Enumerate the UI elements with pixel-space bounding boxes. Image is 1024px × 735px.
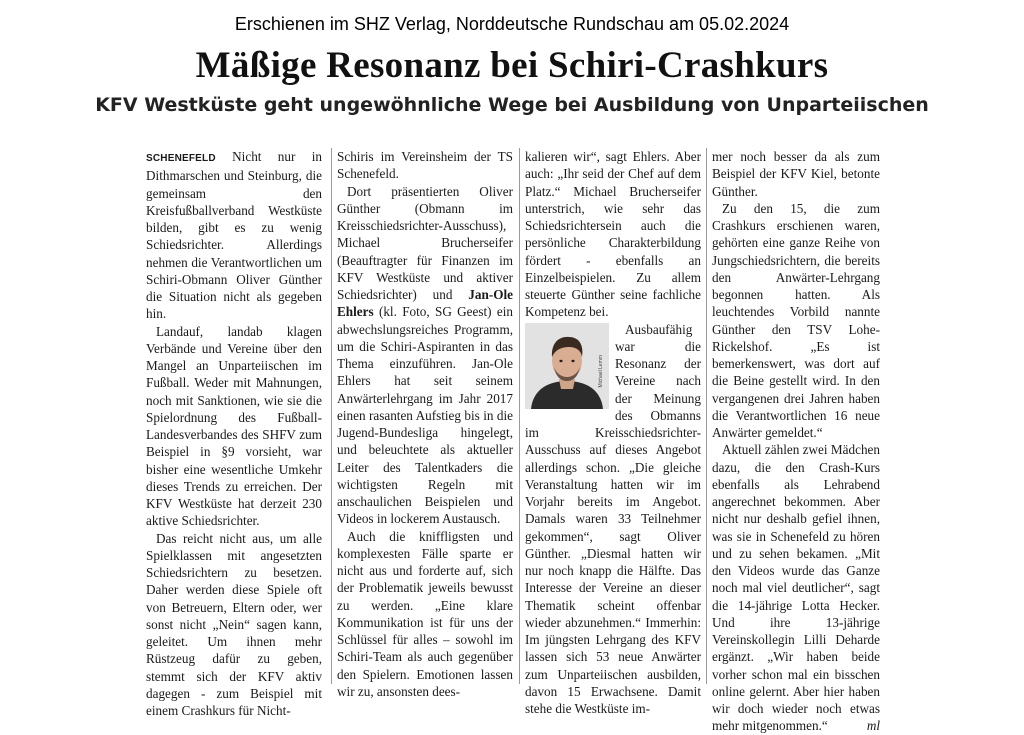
paragraph: Das reicht nicht aus, um alle Spielklassen mit angesetzten Schiedsrichtern zu besetzen. Daher werden diese Spiele oft von Betreuern, Eltern oder, wer sonst nicht „Nein“ sagen kann, geleitet. Um ihnen mehr Rüstzeug dafür zu geben, stemmt sich der KFV aktiv dagegen - zum Beispiel mit einem Crashkurs für Nicht- [146, 530, 322, 718]
column-divider [519, 148, 520, 684]
portrait-photo-icon [525, 323, 609, 409]
dateline: SCHENEFELD [146, 153, 216, 164]
paragraph: Auch die kniffligsten und komplexesten Fälle sparte er nicht aus und forderte auf, sich der Problematik jeweils bewusst zu werden. „Eine klare Kommunikation ist für uns der Schlüssel für alles – sowohl im Schiri-Team als auch gegenüber den Spielern. Emotionen lassen wir zu, ansonsten dees- [337, 528, 513, 699]
paragraph: Ausbaufähig war die Resonanz der Vereine nach der Meinung des Obmanns im Kreisschiedsrichter-Ausschuss auf dieses Angebot allerdings schon. „Die gleiche Veranstaltung hatten wir im Vorjahr bereits im Angebot. Damals waren 33 Teilnehmer gekommen“, sagt Oliver Günther. „Diesmal hatten wir nur noch knapp die Hälfte. Das Interesse der Vereine an dieser Thematik scheint offenbar wieder abzunehmen.“ Immerhin: Im jüngsten Lehrgang des KFV lassen sich 53 neue Anwärter zum Unparteiischen ausbilden, davon 15 Erwachsene. Damit stehe die Westküste im- [525, 321, 701, 716]
column-divider [331, 148, 332, 684]
article-column-3 [525, 148, 701, 717]
article-column-4 [712, 148, 880, 735]
author-byline: ml [866, 718, 880, 734]
article-column-1 [146, 148, 322, 719]
publication-source-line: Erschienen im SHZ Verlag, Norddeutsche Rundschau am 05.02.2024 [234, 14, 790, 34]
paragraph: Landauf, landab klagen Verbände und Vereine über den Mangel an Unparteiischen im Fußball. Weder mit Mahnungen, noch mit Sanktionen, wie sie die Spielordnung des Fußball-Landesverbandes des SHFV zum Beispiel in §9 vorsieht, war bisher eine wesentliche Umkehr dieses Trends zu erreichen. Der KFV Westküste hat derzeit 230 aktive Schiedsrichter. [146, 323, 322, 529]
paragraph: Dort präsentierten Oliver Günther (Obmann im Kreisschiedsrichter-Ausschuss), Michael Brucherseifer (Beauftragter für Finanzen im KFV Westküste und aktiver Schiedsrichter) und Jan-Ole Ehlers (kl. Foto, SG Geest) ein abwechslungsreiches Programm, um die Schiri-Aspiranten in das Thema einzuführen. Jan-Ole Ehlers hat seit seinem Anwärterlehrgang im Jahr 2017 einen rasanten Aufstieg bis in die Jugend-Bundesliga hingelegt, und beleuchtete als aktueller Leiter des Talentkaders die wichtigsten Regeln mit anschaulichen Beispielen und Videos in lockerem Austausch. [337, 183, 513, 527]
paragraph: Schiris im Vereinsheim der TS Schenefeld. [337, 149, 513, 182]
article-headline: Mäßige Resonanz bei Schiri-Crashkurs [195, 45, 829, 86]
article-column-2 [337, 148, 513, 700]
paragraph: kalieren wir“, sagt Ehlers. Aber auch: „Ihr seid der Chef auf dem Platz.“ Michael Brucherseifer unterstrich, wie sehr das Schiedsrichtersein auch die persönliche Charakterbildung fördert - ebenfalls an Einzelbeispielen. Zu allem steuerte Günther seine fachliche Kompetenz bei. [525, 149, 701, 320]
paragraph: Zu den 15, die zum Crashkurs erschienen waren, gehörten eine ganze Reihe von Jungschiedsrichtern, die bereits den Anwärter-Lehrgang begonnen hatten. Als leuchtendes Vorbild nannte Günther den TSV Lohe-Rickelshof. „Es ist bemerkenswert, was dort auf die Beine gestellt wird. In den vergangenen drei Jahren haben die Verantwortlichen 16 neue Anwärter gemeldet.“ [712, 200, 880, 440]
paragraph: mer noch besser da als zum Beispiel der KFV Kiel, betonte Günther. [712, 149, 880, 199]
column-divider [706, 148, 707, 684]
person-name-highlight: Jan-Ole Ehlers [337, 287, 513, 320]
article-subheadline: KFV Westküste geht ungewöhnliche Wege bei Ausbildung von Unparteiischen [95, 94, 929, 116]
paragraph: Aktuell zählen zwei Mädchen dazu, die den Crash-Kurs ebenfalls als Lehrabend angerechnet bekommen. Aber nicht nur deshalb gefiel ihnen, was sie in Schenefeld zu hören und zu sehen bekamen. „Mit den Videos wurde das Ganze noch mal viel deutlicher“, sagt die 14-jährige Lotta Hecker. Und ihre 13-jährige Vereinskollegin Lilli Deharde ergänzt. „Wir haben beide vorher schon mal ein bisschen online gelernt. Aber hier haben wir doch wieder noch etwas mehr mitgenommen.“ ml [712, 442, 880, 734]
paragraph: SCHENEFELD Nicht nur in Dithmarschen und Steinburg, die gemeinsam den Kreisfußballverband Westküste bilden, gibt es zu wenig Schiedsrichter. Allerdings nehmen die Verantwortlichen um Schiri-Obmann Oliver Günther die Situation nicht als gegeben hin. [146, 149, 322, 322]
photo-credit: Michael Lemm [597, 354, 604, 388]
